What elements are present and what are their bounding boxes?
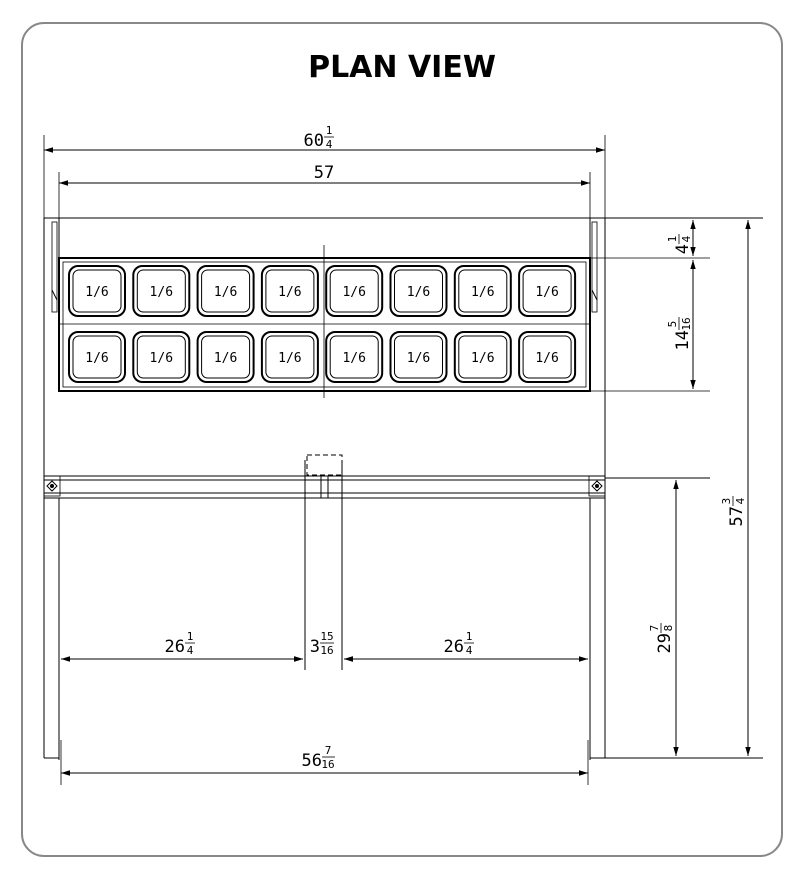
pan-1-2 [133,266,189,316]
pan-label: 1/6 [213,285,238,300]
drawing-border [22,23,782,856]
pan-label: 1/6 [213,351,238,366]
svg-text:8: 8 [662,624,675,632]
svg-text:3: 3 [720,497,733,505]
pan-2-6 [391,332,447,382]
svg-text:7: 7 [324,744,332,757]
svg-text:1: 1 [465,630,473,643]
dim-bottom-width [61,740,588,785]
svg-text:16: 16 [321,758,335,771]
pan-2-2 [133,332,189,382]
pan-label: 1/6 [406,351,431,366]
pan-label: 1/6 [342,351,366,366]
pan-2-1 [69,332,125,382]
svg-text:16: 16 [320,644,334,657]
pan-label: 1/6 [535,285,559,300]
pan-1-4 [262,266,318,316]
pan-1-7 [455,266,511,316]
dim-pan-depth [590,260,710,391]
svg-text:1: 1 [325,124,333,137]
pan-label: 1/6 [85,285,109,300]
pan-2-5 [326,332,382,382]
svg-text:56: 56 [301,751,322,771]
svg-text:4: 4 [325,138,333,151]
pan-label: 1/6 [471,351,495,366]
dim-top-offset [590,220,710,258]
svg-text:1: 1 [186,630,194,643]
svg-text:4: 4 [186,644,194,657]
svg-text:1: 1 [666,235,679,243]
svg-text:7: 7 [648,624,661,632]
svg-text:14: 14 [673,330,693,351]
page-title: PLAN VIEW [308,50,496,85]
pan-label: 1/6 [278,285,302,300]
svg-text:26: 26 [443,637,464,657]
svg-text:57: 57 [727,506,747,527]
pan-label: 1/6 [471,285,495,300]
pan-1-5 [326,266,382,316]
pan-label: 1/6 [535,351,559,366]
svg-text:4: 4 [734,497,747,505]
pan-label: 1/6 [85,351,109,366]
svg-text:60: 60 [303,131,324,151]
dim-center-gap [290,630,357,659]
svg-text:57: 57 [313,163,335,183]
svg-text:15: 15 [320,630,334,643]
svg-text:4: 4 [673,244,693,255]
dim-inner-width [59,163,590,258]
pan-2-3 [198,332,254,382]
pan-label: 1/6 [342,285,366,300]
svg-text:4: 4 [465,644,473,657]
pan-2-4 [262,332,318,382]
svg-text:16: 16 [680,317,693,331]
dim-overall-depth [720,220,748,756]
svg-text:4: 4 [680,235,693,243]
pan-label: 1/6 [278,351,302,366]
svg-text:3: 3 [309,637,320,657]
svg-text:29: 29 [655,633,675,654]
pan-1-1 [69,266,125,316]
svg-text:26: 26 [164,637,185,657]
unit-lower-section [44,455,763,760]
pan-2-7 [455,332,511,382]
svg-text:5: 5 [666,320,679,328]
dim-left-span [61,630,303,659]
pan-label: 1/6 [149,351,174,366]
pan-label: 1/6 [406,285,431,300]
pan-label: 1/6 [149,285,174,300]
pan-2-8 [519,332,575,382]
pan-1-8 [519,266,575,316]
dim-right-span [344,630,588,659]
dim-lower-depth [648,480,676,756]
pan-1-3 [198,266,254,316]
pan-1-6 [391,266,447,316]
